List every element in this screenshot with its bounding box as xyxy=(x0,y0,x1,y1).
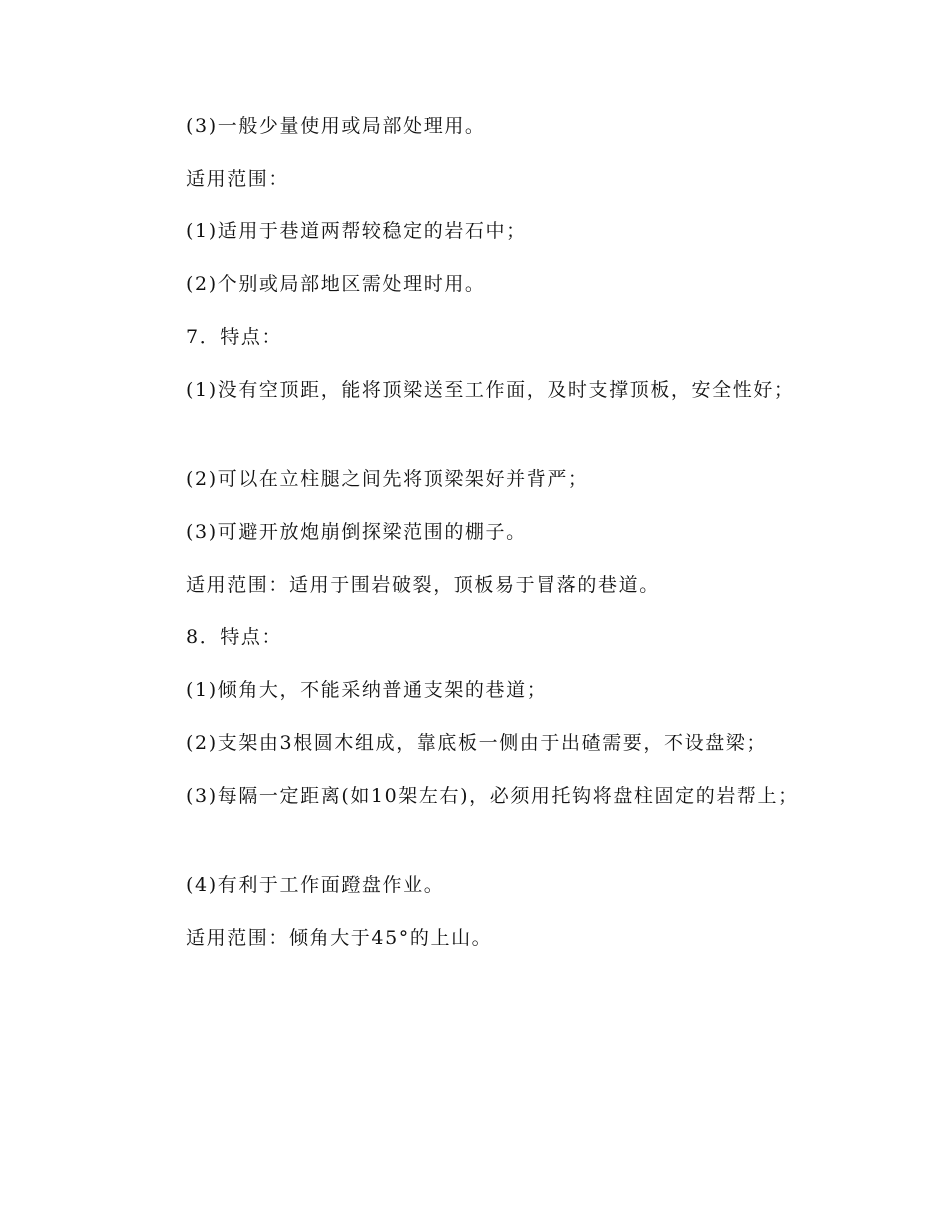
paragraph-14: (4)有利于工作面蹬盘作业。 xyxy=(186,874,445,896)
paragraph-9: 适用范围：适用于围岩破裂，顶板易于冒落的巷道。 xyxy=(186,574,660,596)
paragraph-11: (1)倾角大，不能采纳普通支架的巷道； xyxy=(186,679,548,701)
paragraph-13: (3)每隔一定距离(如10架左右)，必须用托钩将盘柱固定的岩帮上； xyxy=(186,785,799,807)
paragraph-6: (1)没有空顶距，能将顶梁送至工作面，及时支撑顶板，安全性好； xyxy=(186,379,795,401)
paragraph-1: (3)一般少量使用或局部处理用。 xyxy=(186,115,486,137)
paragraph-12: (2)支架由3根圆木组成，靠底板一侧由于出碴需要，不设盘梁； xyxy=(186,732,768,754)
paragraph-10: 8．特点： xyxy=(186,626,283,648)
paragraph-3: (1)适用于巷道两帮较稳定的岩石中； xyxy=(186,220,527,242)
paragraph-2: 适用范围： xyxy=(186,168,290,190)
paragraph-4: (2)个别或局部地区需处理时用。 xyxy=(186,273,486,295)
paragraph-7: (2)可以在立柱腿之间先将顶梁架好并背严； xyxy=(186,468,589,490)
paragraph-15: 适用范围：倾角大于45°的上山。 xyxy=(186,927,493,949)
paragraph-5: 7．特点： xyxy=(186,326,283,348)
paragraph-8: (3)可避开放炮崩倒探梁范围的棚子。 xyxy=(186,521,527,543)
